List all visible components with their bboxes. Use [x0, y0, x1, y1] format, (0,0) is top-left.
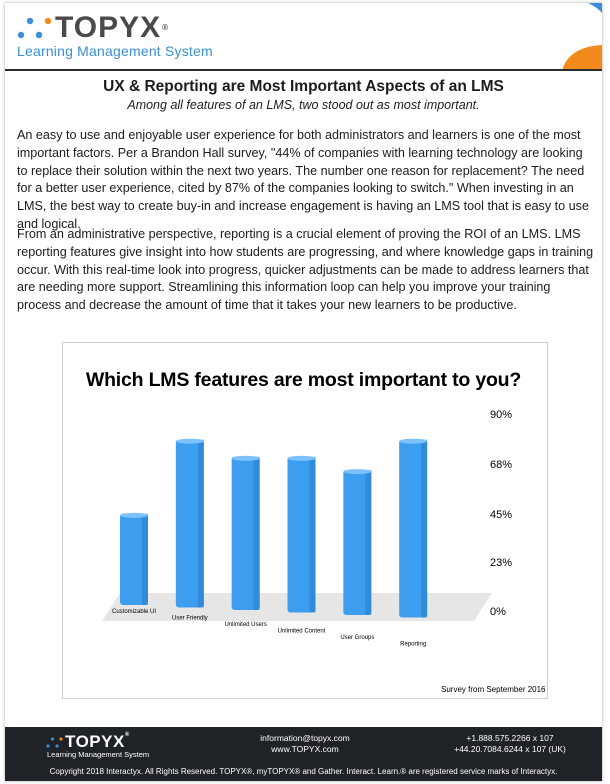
y-tick-label: 68%	[490, 459, 513, 471]
x-category-label: Unlimited Users	[224, 622, 267, 628]
bar-top	[343, 469, 371, 474]
x-category-label: User Friendly	[171, 615, 208, 622]
footer-logo	[43, 732, 153, 762]
y-tick-label: 90%	[490, 409, 513, 421]
logo-subtitle: Learning Management System	[17, 43, 213, 59]
bar-shade	[365, 470, 371, 615]
bar-top	[176, 439, 204, 444]
footer-phone-us: +1.888.575.2266 x 107	[466, 733, 554, 743]
bar-top	[399, 439, 427, 444]
corner-decoration	[542, 3, 602, 71]
footer-phone-uk: +44.20.7084.6244 x 107 (UK)	[454, 744, 566, 754]
chart-footnote: Survey from September 2016	[441, 685, 546, 694]
footer-topyx-dots-icon	[45, 736, 63, 748]
bar-shade	[421, 440, 427, 618]
footer-logo-wordmark: TOPYX®	[65, 732, 130, 751]
body-paragraph-ux: An easy to use and enjoyable user experience for both administrators and learners is one of the most important factors. Per a Brandon Hall survey, "44% of companies with learning technology are looking to replace their solution within the next two years. The number one reason for replacement? The need for a better user experience, cited by 87% of the companies looking to switch." When investing in an LMS, the best way to create buy-in and increase engagement is having an LMS tool that is easy to use and logical.	[17, 128, 589, 231]
body-paragraph-reporting: From an administrative perspective, reporting is a crucial element of proving the ROI of an LMS. LMS reporting features give insight into how students are progressing, and where knowledge gaps in training occur. With this real-time look into progress, quicker adjustments can be made to address learners that are needing more support. Streamlining this information loop can help you improve your training process and decrease the amount of time that it takes your new learners to be productive.	[17, 227, 594, 313]
topyx-dots-icon	[15, 15, 53, 39]
bar-shade	[198, 440, 204, 608]
y-tick-label: 0%	[490, 606, 506, 618]
bar-top	[288, 456, 316, 461]
bar-chart	[62, 342, 548, 699]
page-subtitle: Among all features of an LMS, two stood out as most important.	[127, 98, 480, 112]
page-header	[5, 3, 602, 71]
y-tick-label: 23%	[490, 557, 513, 569]
x-category-label: User Groups	[340, 635, 375, 641]
footer-website-link[interactable]: www.TOPYX.com	[271, 744, 339, 754]
footer-contact-phone	[425, 733, 595, 755]
page-title: UX & Reporting are Most Important Aspects of an LMS	[103, 78, 504, 95]
x-category-label: Customizable UI	[111, 609, 157, 615]
bar-shade	[142, 514, 148, 605]
chart-title: Which LMS features are most important to you?	[85, 369, 522, 391]
header-divider	[5, 69, 602, 71]
page-footer	[5, 727, 602, 781]
footer-copyright: Copyright 2018 Interactyx. All Rights Reserved. TOPYX®, myTOPYX® and Gather. Interact. Learn.® are registered service marks of Interactyx.	[49, 767, 558, 776]
logo-wordmark: TOPYX®	[55, 11, 170, 44]
bar-shade	[254, 457, 260, 610]
footer-email-link[interactable]: information@topyx.com	[260, 733, 350, 743]
footer-logo-subtitle: Learning Management System	[47, 750, 150, 759]
y-tick-label: 45%	[490, 509, 513, 521]
bar-top	[120, 513, 148, 518]
x-category-label: Unlimited Content	[277, 628, 326, 635]
bar-top	[232, 456, 260, 461]
document-page	[5, 3, 602, 781]
footer-contact-web	[205, 733, 405, 755]
x-category-label: Reporting	[400, 641, 427, 648]
topyx-logo	[15, 11, 215, 61]
bar-shade	[310, 457, 316, 613]
